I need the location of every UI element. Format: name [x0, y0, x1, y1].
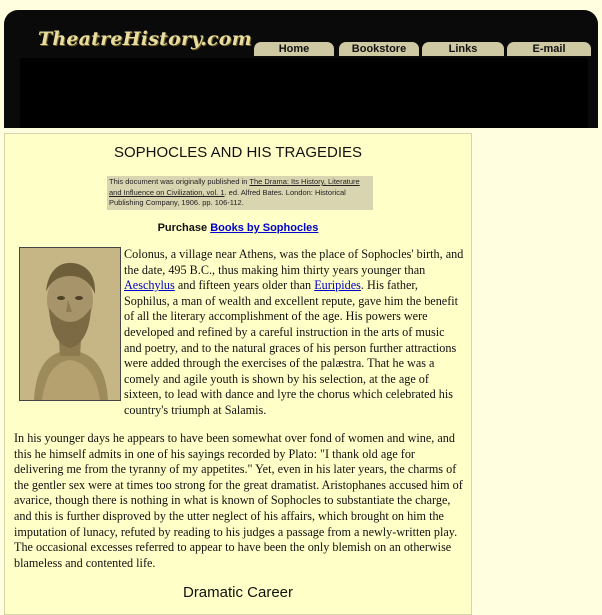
article-content: [4, 133, 472, 615]
purchase-label: Purchase: [157, 222, 211, 234]
source-link[interactable]: The Drama: Its History, Literature and Influence on Civilization, vol. 1: [109, 177, 360, 197]
p1-text-c: . His father, Sophilus, a man of wealth and excellent repute, gave him the benefit of all the literary accomplishment of the age. His powers were developed and refined by a careful instruction in the arts of music and poetry, and to the natural graces of his person further attractions were added through the exercises of the palæstra. That he was a comely and agile youth is shown by his selection, at the age of sixteen, to lead with dance and lyre the chorus which celebrated his country's triumph at Salamis.: [124, 278, 459, 417]
paragraph-younger-days: In his younger days he appears to have been somewhat over fond of women and wine, and this he himself admits in one of his sayings recorded by Plato: "I thank old age for delivering me from the tyranny of my appetites." Yet, even in his later years, the charms of the gentler sex were at times too strong for the great dramatist. Aristophanes accused him of avarice, though there is nothing in what is known of Sophocles to substantiate the charge, and this is further disproved by the utter neglect of his affairs, which brought on him the imputation of lunacy, refuted by reading to his judges a passage from a newly-written play. The occasional excesses referred to appear to have been the only blemish on an otherwise blameless and contented life.: [14, 431, 463, 570]
euripides-link[interactable]: Euripides: [314, 278, 361, 293]
p1-text-a: Colonus, a village near Athens, was the place of Sophocles' birth, and the date, 495 B.C., thus making him thirty years younger than: [124, 247, 464, 277]
nav-bookstore-tab[interactable]: Bookstore: [339, 42, 419, 56]
books-by-sophocles-link[interactable]: Books by Sophocles: [210, 222, 319, 234]
paragraph-birth: [14, 247, 464, 419]
site-logo[interactable]: TheatreHistory.com: [38, 28, 252, 50]
source-suffix: . ed. Alfred Bates. London: Historical Publishing Company, 1906. pp. 106-112.: [109, 187, 346, 207]
aeschylus-link[interactable]: Aeschylus: [124, 278, 175, 293]
p1-text-b: and fifteen years older than: [174, 278, 315, 293]
portrait-float: [14, 247, 124, 404]
section-title-dramatic-career: Dramatic Career: [182, 584, 294, 601]
purchase-line: [5, 222, 471, 234]
ad-banner: [20, 58, 588, 128]
nav-email-tab[interactable]: E-mail: [507, 42, 591, 56]
source-note: [107, 176, 373, 210]
nav-links-tab[interactable]: Links: [422, 42, 504, 56]
site-header: [4, 10, 598, 128]
page-title: SOPHOCLES AND HIS TRAGEDIES: [113, 144, 363, 161]
source-prefix: This document was originally published in: [109, 177, 250, 186]
nav-home-tab[interactable]: Home: [254, 42, 334, 56]
